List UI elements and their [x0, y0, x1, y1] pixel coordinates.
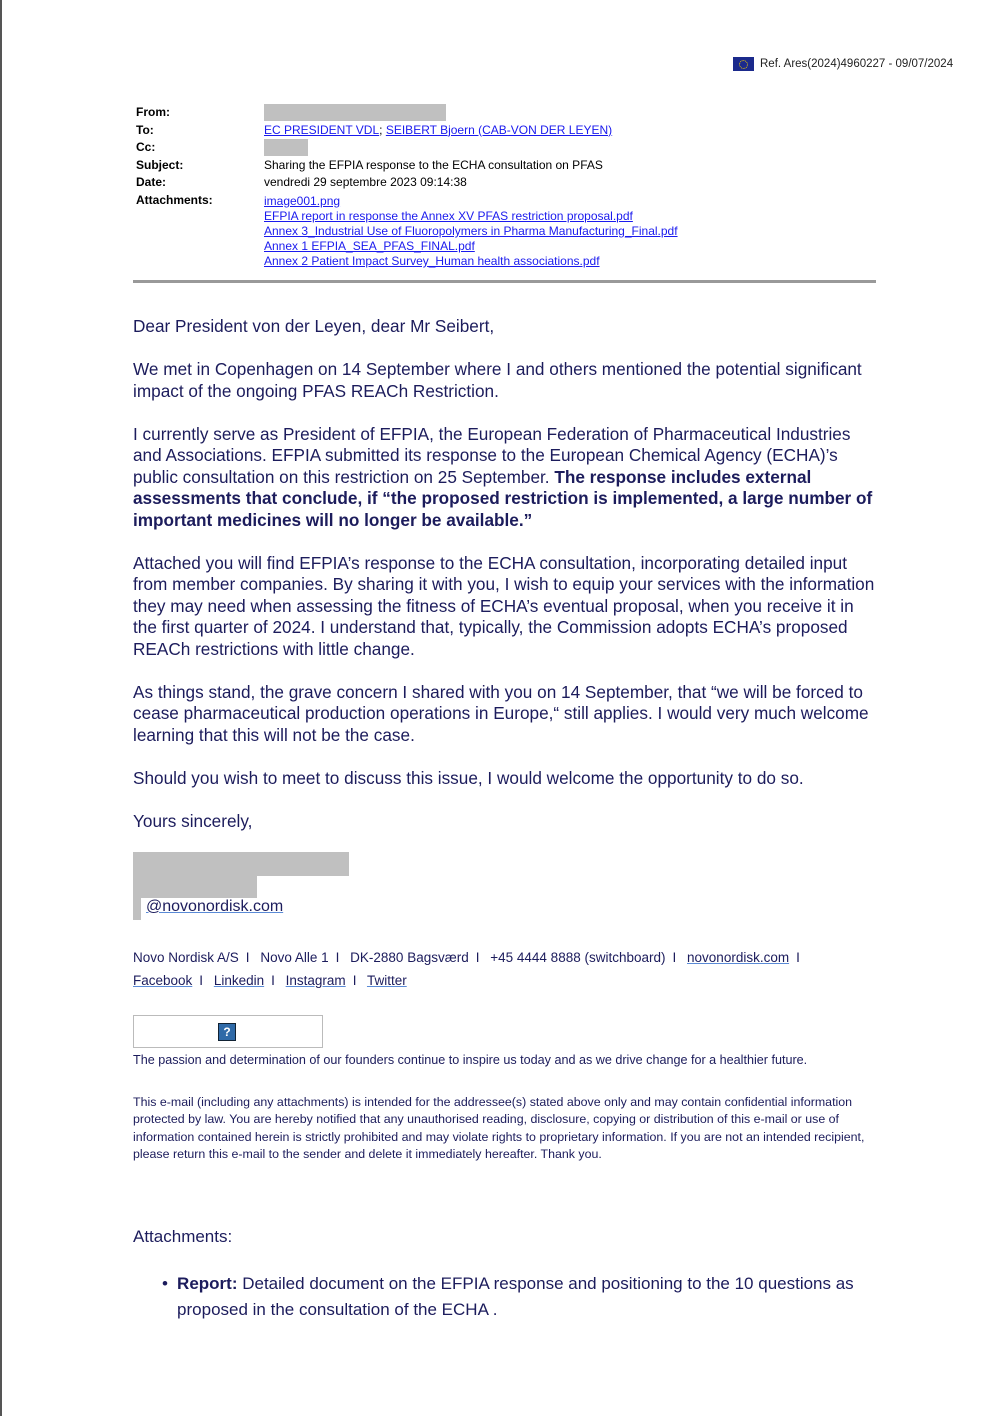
paragraph: We met in Copenhagen on 14 September where I and others mentioned the potential significant impact of the ongoing PFAS REACh Restriction. — [133, 359, 862, 401]
paragraph-bold-text: The response includes external assessments that conclude, if “the proposed restriction is implemented, a large number of important medicines will no longer be available.” — [133, 466, 873, 530]
separator: I — [199, 973, 204, 988]
redacted-email-prefix — [133, 898, 141, 920]
linkedin-link[interactable]: Linkedin — [213, 973, 265, 988]
greeting: Dear President von der Leyen, dear Mr Seibert, — [133, 316, 495, 336]
subject-value: Sharing the EFPIA response to the ECHA consultation on PFAS — [264, 157, 603, 172]
facebook-link[interactable]: Facebook — [133, 973, 193, 988]
attachments-label: Attachments: — [136, 192, 213, 207]
company-footer — [133, 946, 807, 992]
separator: I — [245, 950, 250, 965]
email-body — [133, 316, 881, 854]
recipient-link[interactable]: EC PRESIDENT VDL — [264, 122, 380, 137]
redacted-name — [133, 852, 349, 876]
signature — [133, 852, 349, 920]
bullet-icon: • — [162, 1274, 168, 1293]
legal-disclaimer: This e-mail (including any attachments) is intended for the addressee(s) stated above only and may contain confidential information protected by law. You are hereby notified that any unauthorised reading, disclosure, copying or distribution of this e-mail or use of information contained herein is strictly prohibited and may violate rights to proprietary information. If you are not an intended recipient, please return this e-mail to the sender and delete it immediately hereafter. Thank you. — [133, 1095, 865, 1161]
separator: I — [475, 950, 480, 965]
subject-label: Subject: — [136, 157, 184, 172]
separator: I — [335, 950, 340, 965]
from-label: From: — [136, 105, 170, 119]
separator: I — [796, 950, 800, 965]
company-name: Novo Nordisk A/S — [133, 950, 239, 965]
date-label: Date: — [136, 175, 167, 190]
attachments-heading: Attachments: — [133, 1227, 233, 1246]
company-phone: +45 4444 8888 (switchboard) — [490, 950, 666, 965]
to-label: To: — [136, 122, 154, 137]
cc-label: Cc: — [136, 140, 156, 155]
company-address: Novo Alle 1 — [260, 950, 329, 965]
paragraph: Should you wish to meet to discuss this issue, I would welcome the opportunity to do so. — [133, 767, 804, 788]
reference-stamp — [733, 57, 953, 71]
signature-email-link[interactable]: @novonordisk.com — [146, 898, 284, 915]
company-tagline: The passion and determination of our founders continue to inspire us today and as we drive change for a healthier future. — [133, 1053, 808, 1067]
paragraph-text: I currently serve as President of EFPIA, the European Federation of Pharmaceutical Industries and Associations. EFPIA submitted its response to the European Chemical Agency (ECHA)’s public consultation on this restriction on 25 September. — [133, 423, 851, 487]
separator: I — [271, 973, 275, 988]
attachment-link[interactable]: Annex 3_Industrial Use of Fluoropolymers in Pharma Manufacturing_Final.pdf — [264, 223, 678, 238]
paragraph: As things stand, the grave concern I shared with you on 14 September, that “we will be forced to cease pharmaceutical production operations in Europe,“ still applies. I would very much welcome learning that this will not be the case. — [133, 681, 869, 745]
website-link[interactable]: novonordisk.com — [687, 950, 790, 965]
attachment-link[interactable]: Annex 1 EFPIA_SEA_PFAS_FINAL.pdf — [264, 238, 475, 253]
broken-image-icon: ? — [218, 1023, 236, 1041]
eu-flag-icon — [733, 57, 754, 71]
closing: Yours sincerely, — [133, 810, 253, 831]
instagram-link[interactable]: Instagram — [285, 973, 346, 988]
separator: I — [672, 950, 677, 965]
item-label: Report: — [177, 1274, 238, 1293]
separator: I — [352, 973, 357, 988]
paragraph — [133, 424, 881, 532]
date-value: vendredi 29 septembre 2023 09:14:38 — [264, 175, 467, 190]
email-header — [136, 104, 678, 269]
header-divider — [133, 280, 876, 283]
attachment-list-item — [162, 1271, 862, 1322]
item-text: Detailed document on the EFPIA response and positioning to the 10 questions as proposed in the consultation of the ECHA . — [177, 1274, 854, 1319]
recipient-link[interactable]: SEIBERT Bjoern (CAB-VON DER LEYEN) — [385, 122, 613, 137]
recipient-separator: ; — [379, 122, 383, 137]
redacted-sender — [264, 104, 446, 121]
paragraph: Attached you will find EFPIA’s response to the ECHA consultation, incorporating detailed input from member companies. By sharing it with you, I wish to equip your services with the information they may need when assessing the fitness of ECHA’s eventual proposal, when you receive it in the first quarter of 2024. I understand that, typically, the Commission adopts ECHA’s proposed REACh restrictions with little change. — [133, 552, 875, 659]
redacted-cc — [264, 139, 308, 156]
twitter-link[interactable]: Twitter — [366, 973, 407, 988]
redacted-title — [133, 876, 257, 898]
company-city: DK-2880 Bagsværd — [350, 950, 469, 965]
attachment-link[interactable]: image001.png — [264, 193, 341, 208]
reference-number: Ref. Ares(2024)4960227 - 09/07/2024 — [760, 58, 954, 70]
missing-image-placeholder — [133, 1015, 323, 1048]
attachment-link[interactable]: Annex 2 Patient Impact Survey_Human health associations.pdf — [264, 253, 600, 268]
attachment-link[interactable]: EFPIA report in response the Annex XV PFAS restriction proposal.pdf — [264, 208, 633, 223]
